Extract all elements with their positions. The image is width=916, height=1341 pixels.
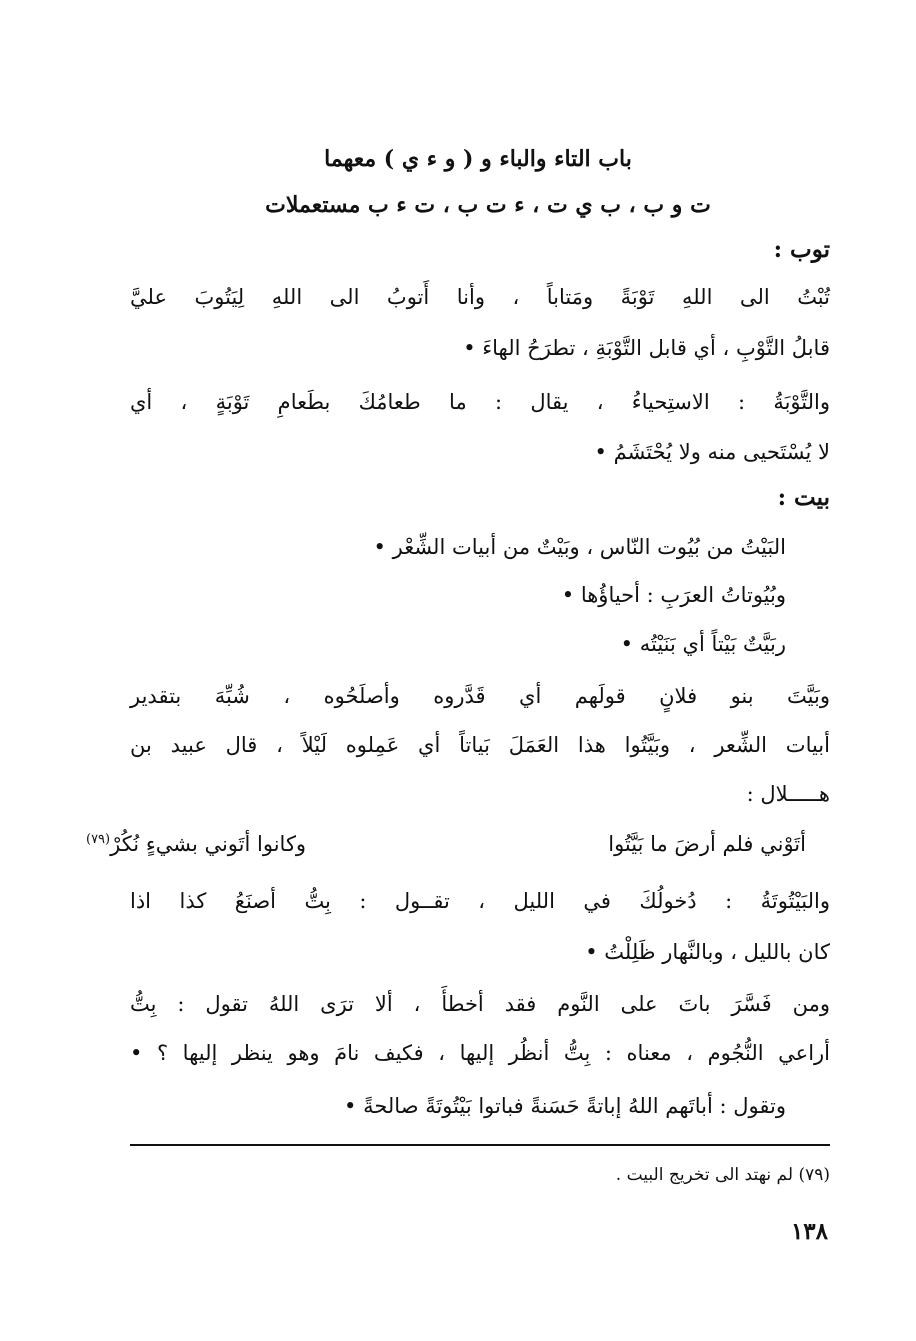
text-line: وبَيَّتَ بنو فلانٍ قولَهم أي قَدَّروه وأصلَحُوه ، شُبِّهَ بتقدير: [130, 684, 830, 708]
text-line: أبيات الشِّعر ، وبَيَّتُوا هذا العَمَلَ بَياتاً أي عَمِلوه لَيْلاً ، قال عبيد بن: [130, 733, 830, 757]
text-line: البَيْتُ من بُيُوت النّاس ، وبَيْتٌ من أبيات الشِّعْر •: [373, 535, 786, 559]
entry-heading-bayt: بيت :: [777, 484, 830, 511]
text-line: قابلُ التَّوْبِ ، أي قابل التَّوْبَةِ ، تطرَحُ الهاءَ •: [463, 336, 830, 360]
text-line: ومن فَسَّرَ باتَ على النَّوم فقد أخطأَ ، ألا ترَى اللهُ تقول : بِتُّ: [130, 992, 830, 1016]
text-line: تُبْتُ الى اللهِ تَوْبَةً ومَتاباً ، وأنا أَتوبُ الى اللهِ لِيَتُوبَ عليَّ: [130, 285, 830, 309]
text-line: والبَيْتُوتَةُ : دُخولُكَ في الليل ، تقــول : بِتُّ أصنَعُ كذا اذا: [130, 889, 830, 913]
text-line: هـــــلال :: [746, 782, 830, 806]
footnote-divider: [130, 1144, 830, 1146]
verse-hemistich-left: وكانوا أتَوني بشيءٍ نُكُرْ$^{(٧٩)}$: [86, 832, 307, 856]
footnote-reference: (٧٩): [86, 832, 111, 847]
text-line: أراعي النُّجُوم ، معناه : بِتُّ أنظُر إليها ، فكيف نامَ وهو ينظر إليها ؟ •: [130, 1041, 830, 1065]
footnote: [616, 1165, 830, 1185]
text-line: وبُيُوتاتُ العرَبِ : أحياؤُها •: [561, 583, 786, 607]
text-line: والتَّوْبَةُ : الاستِحياءُ ، يقال : ما طعامُكَ بطَعامِ تَوْبَةٍ ، أي: [130, 390, 830, 414]
text-line: وتقول : أباتَهم اللهُ إباتةً حَسَنةً فباتوا بَيْتُوتَةً صالحةً •: [344, 1094, 786, 1118]
page-number: ١٣٨: [790, 1218, 828, 1245]
entry-heading-tawb: توب :: [773, 236, 830, 263]
verse-hemistich-right: أتَوْني فلم أرضَ ما بَيَّتُوا: [608, 832, 806, 856]
footnote-number: (٧٩): [798, 1165, 830, 1185]
chapter-title: باب التاء والباء و ( و ء ي ) معهما: [324, 146, 632, 172]
chapter-subtitle: ت و ب ، ب ي ت ، ء ت ب ، ت ء ب مستعملات: [265, 192, 711, 218]
text-line: لا يُسْتَحيى منه ولا يُحْتَشَمُ •: [594, 440, 830, 464]
poetry-verse: [86, 832, 806, 856]
footnote-text: لم نهتد الى تخريج البيت .: [615, 1165, 794, 1185]
text-line: كان بالليل ، وبالنَّهار ظَلِلْتُ •: [585, 940, 830, 964]
text-line: ربَيَّتٌ بَيْتاً أي بَنَيْتُه •: [620, 632, 786, 656]
